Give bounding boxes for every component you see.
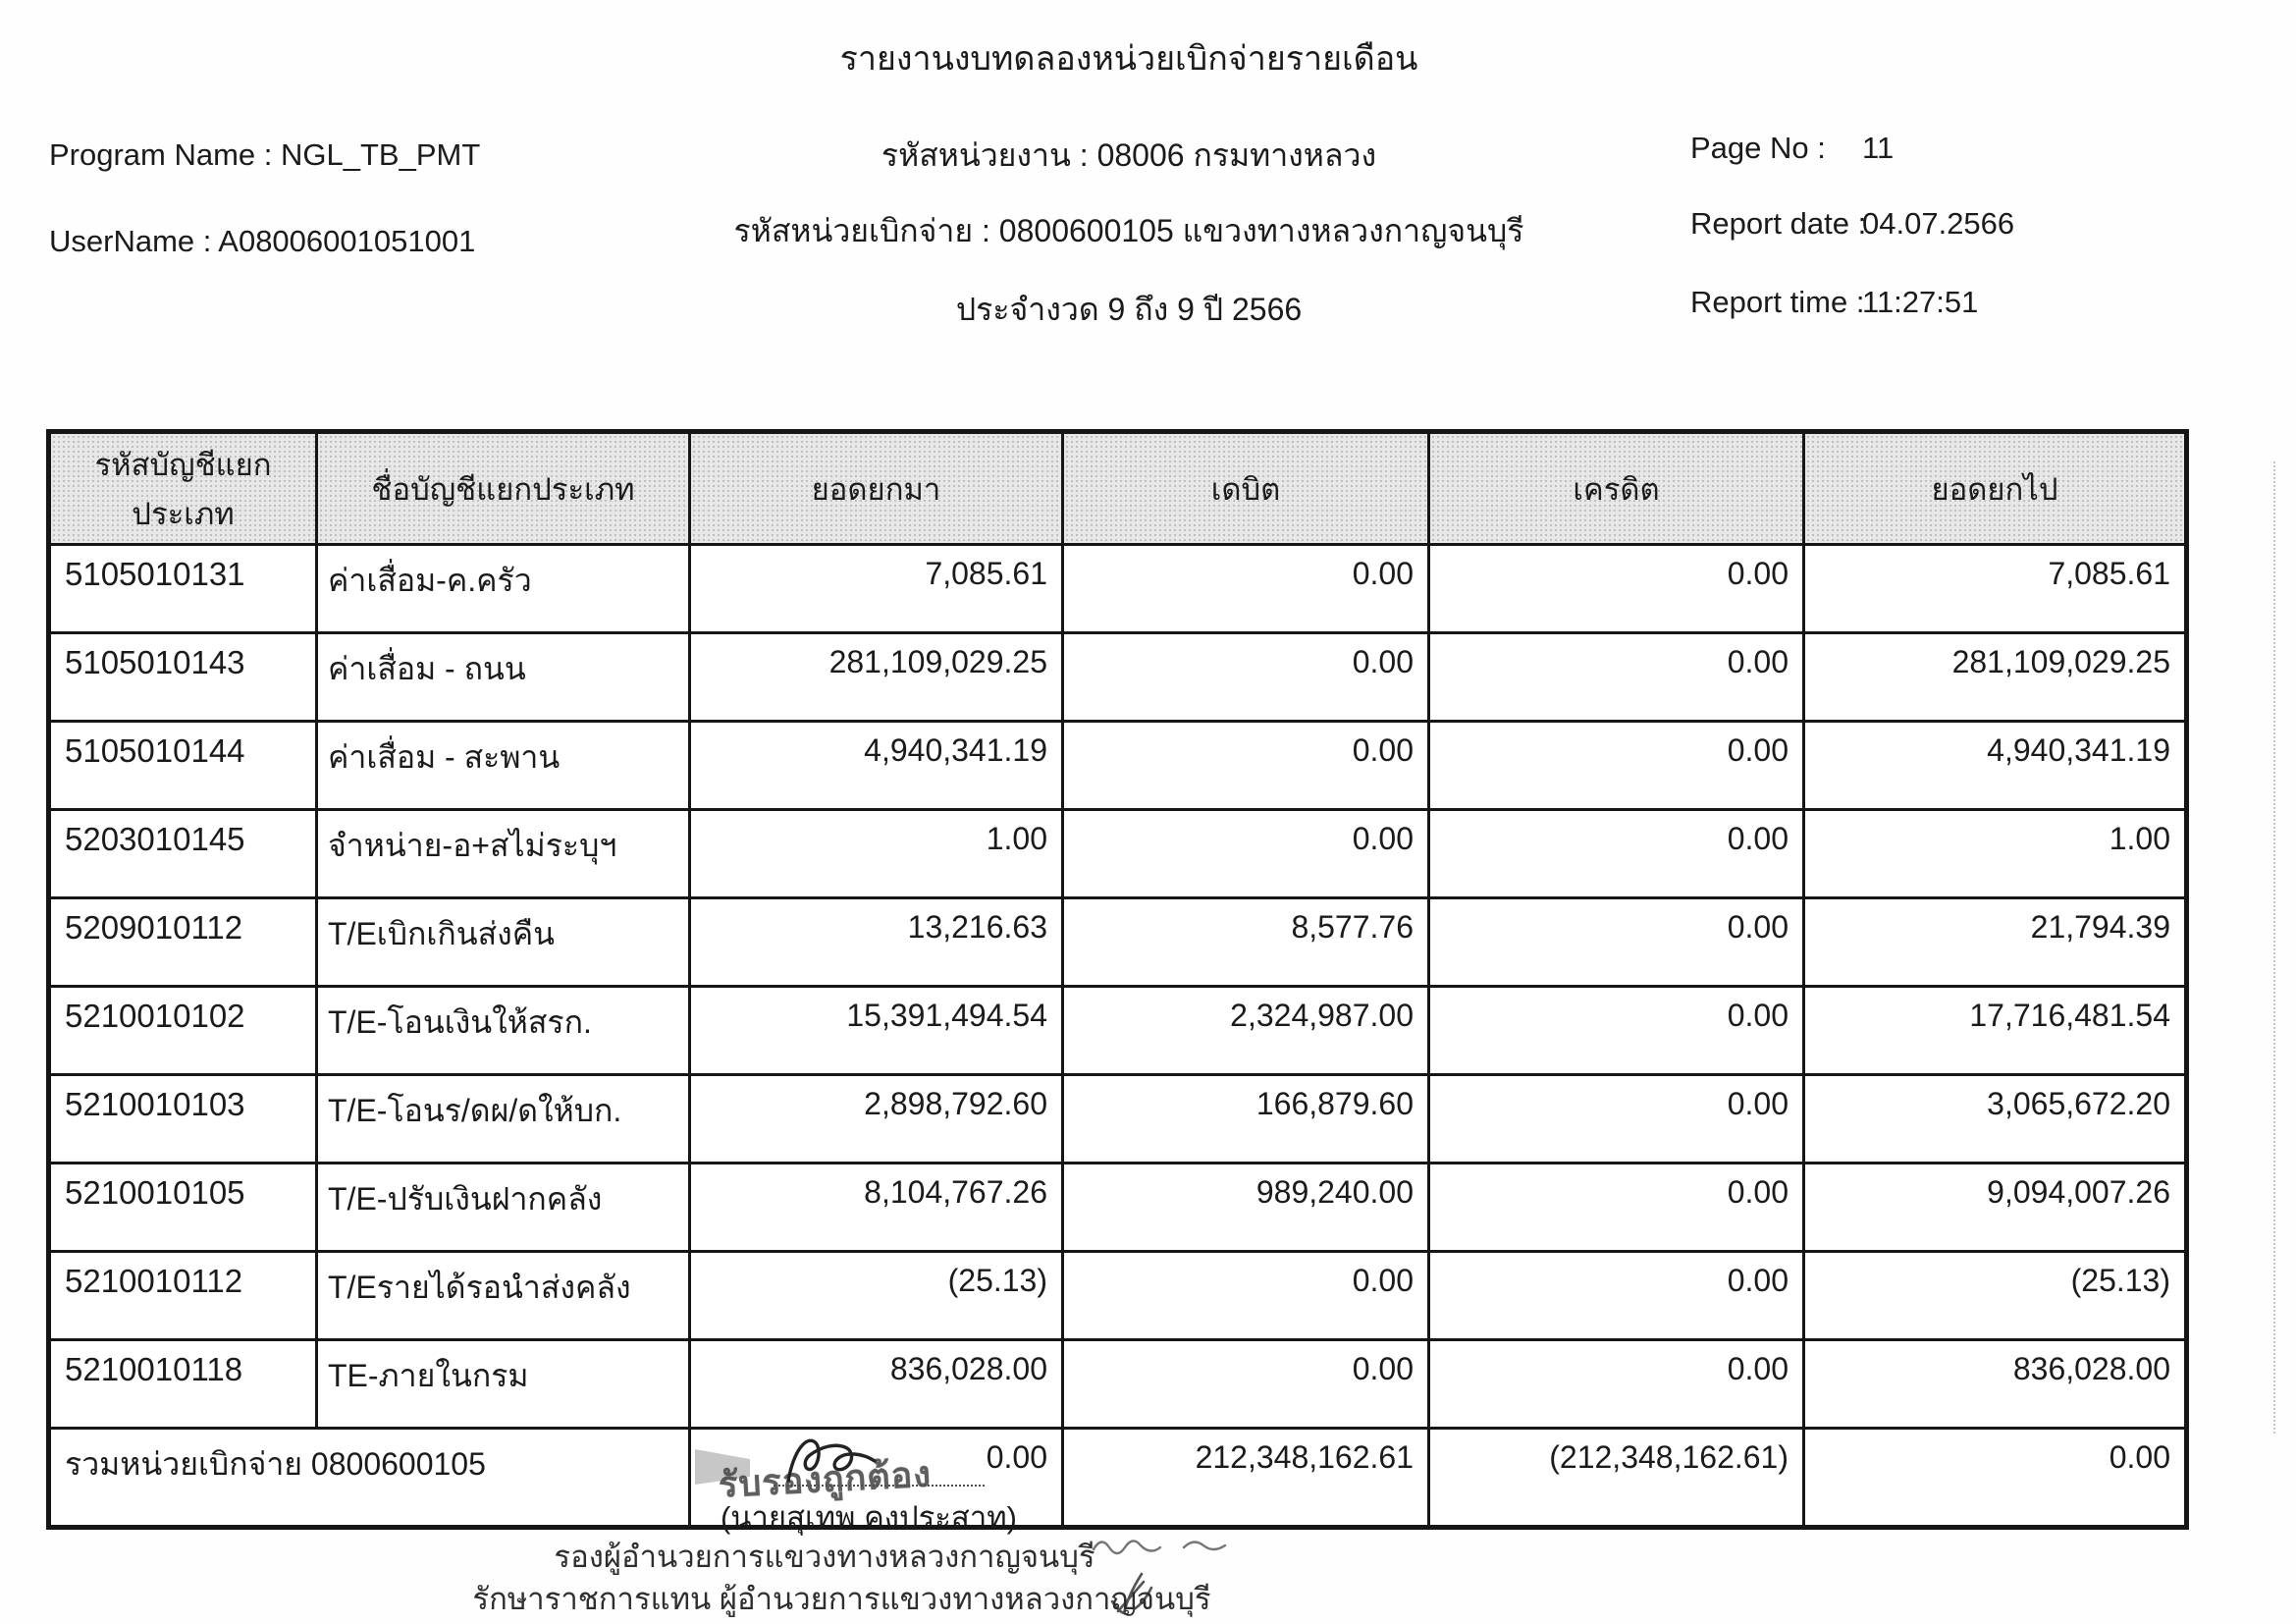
debit-cell: 8,577.76 bbox=[1063, 898, 1429, 987]
account-name-cell: จำหน่าย-อ+สไม่ระบุฯ bbox=[317, 810, 690, 898]
report-time-label: Report time : bbox=[1690, 285, 1865, 319]
begin-balance-cell: 281,109,029.25 bbox=[690, 633, 1063, 722]
table-row bbox=[49, 898, 2187, 987]
handwritten-note bbox=[1090, 1528, 1237, 1561]
report-time-value: 11:27:51 bbox=[1862, 285, 1979, 319]
end-balance-cell: 1.00 bbox=[1804, 810, 2187, 898]
begin-balance-cell: 1.00 bbox=[690, 810, 1063, 898]
credit-cell: 0.00 bbox=[1429, 1340, 1804, 1429]
header-credit: เครดิต bbox=[1429, 432, 1804, 545]
total-label-cell: รวมหน่วยเบิกจ่าย 0800600105 bbox=[49, 1429, 690, 1528]
table-row bbox=[49, 1164, 2187, 1252]
begin-balance-cell: (25.13) bbox=[690, 1252, 1063, 1340]
signer-title-line1: รองผู้อำนวยการแขวงทางหลวงกาญจนบุรี bbox=[554, 1540, 1095, 1574]
table-header-row bbox=[49, 432, 2187, 545]
debit-cell: 0.00 bbox=[1063, 633, 1429, 722]
account-name-cell: T/E-ปรับเงินฝากคลัง bbox=[317, 1164, 690, 1252]
table-row bbox=[49, 1340, 2187, 1429]
account-name-cell: T/E-โอนเงินให้สรก. bbox=[317, 987, 690, 1075]
begin-balance-cell: 4,940,341.19 bbox=[690, 722, 1063, 810]
debit-cell: 0.00 bbox=[1063, 1340, 1429, 1429]
credit-cell: 0.00 bbox=[1429, 633, 1804, 722]
report-date-value: 04.07.2566 bbox=[1862, 206, 2015, 241]
debit-cell: 989,240.00 bbox=[1063, 1164, 1429, 1252]
total-credit-cell: (212,348,162.61) bbox=[1429, 1429, 1804, 1528]
end-balance-cell: 281,109,029.25 bbox=[1804, 633, 2187, 722]
scan-artifact-line bbox=[2273, 461, 2275, 1434]
header-account-code: รหัสบัญชีแยกประเภท bbox=[49, 432, 317, 545]
account-code-cell: 5105010144 bbox=[49, 722, 317, 810]
credit-cell: 0.00 bbox=[1429, 545, 1804, 633]
debit-cell: 0.00 bbox=[1063, 722, 1429, 810]
debit-cell: 0.00 bbox=[1063, 545, 1429, 633]
handwritten-initial bbox=[1104, 1566, 1163, 1623]
account-name-cell: ค่าเสื่อม - ถนน bbox=[317, 633, 690, 722]
debit-cell: 166,879.60 bbox=[1063, 1075, 1429, 1164]
page-no-label: Page No : bbox=[1690, 131, 1826, 165]
table-row bbox=[49, 987, 2187, 1075]
end-balance-cell: (25.13) bbox=[1804, 1252, 2187, 1340]
page-title: รายงานงบทดลองหน่วยเบิกจ่ายรายเดือน bbox=[839, 40, 1418, 78]
signature-line bbox=[774, 1485, 985, 1487]
signature-handwriting bbox=[780, 1432, 888, 1490]
end-balance-cell: 3,065,672.20 bbox=[1804, 1075, 2187, 1164]
table-row bbox=[49, 1252, 2187, 1340]
total-debit-cell: 212,348,162.61 bbox=[1063, 1429, 1429, 1528]
header-end-balance: ยอดยกไป bbox=[1804, 432, 2187, 545]
header-debit: เดบิต bbox=[1063, 432, 1429, 545]
debit-cell: 0.00 bbox=[1063, 1252, 1429, 1340]
account-code-cell: 5105010143 bbox=[49, 633, 317, 722]
debit-cell: 2,324,987.00 bbox=[1063, 987, 1429, 1075]
table-row bbox=[49, 633, 2187, 722]
account-code-cell: 5210010112 bbox=[49, 1252, 317, 1340]
credit-cell: 0.00 bbox=[1429, 722, 1804, 810]
header-account-name: ชื่อบัญชีแยกประเภท bbox=[317, 432, 690, 545]
report-date-label: Report date : bbox=[1690, 206, 1867, 241]
account-code-cell: 5210010118 bbox=[49, 1340, 317, 1429]
period-line: ประจำงวด 9 ถึง 9 ปี 2566 bbox=[955, 292, 1303, 327]
signer-name: (นายสุเทพ คงประสาท) bbox=[720, 1500, 1018, 1535]
account-name-cell: T/E-โอนร/ดผ/ดให้บก. bbox=[317, 1075, 690, 1164]
table-row bbox=[49, 722, 2187, 810]
disbursement-code-line: รหัสหน่วยเบิกจ่าย : 0800600105 แขวงทางหลวงกาญจนบุรี bbox=[733, 213, 1524, 248]
table-row bbox=[49, 545, 2187, 633]
table-row bbox=[49, 810, 2187, 898]
account-name-cell: TE-ภายในกรม bbox=[317, 1340, 690, 1429]
account-code-cell: 5210010102 bbox=[49, 987, 317, 1075]
table-row bbox=[49, 1075, 2187, 1164]
end-balance-cell: 4,940,341.19 bbox=[1804, 722, 2187, 810]
begin-balance-cell: 836,028.00 bbox=[690, 1340, 1063, 1429]
begin-balance-cell: 2,898,792.60 bbox=[690, 1075, 1063, 1164]
account-name-cell: T/Eเบิกเกินส่งคืน bbox=[317, 898, 690, 987]
credit-cell: 0.00 bbox=[1429, 1075, 1804, 1164]
account-name-cell: ค่าเสื่อม-ค.ครัว bbox=[317, 545, 690, 633]
header-begin-balance: ยอดยกมา bbox=[690, 432, 1063, 545]
program-name: Program Name : NGL_TB_PMT bbox=[49, 137, 481, 172]
page-no-value: 11 bbox=[1862, 131, 1895, 165]
credit-cell: 0.00 bbox=[1429, 1252, 1804, 1340]
account-code-cell: 5210010105 bbox=[49, 1164, 317, 1252]
certified-stamp: รับรองถูกต้อง bbox=[718, 1453, 933, 1505]
account-code-cell: 5105010131 bbox=[49, 545, 317, 633]
credit-cell: 0.00 bbox=[1429, 810, 1804, 898]
end-balance-cell: 836,028.00 bbox=[1804, 1340, 2187, 1429]
signer-title-line2: รักษาราชการแทน ผู้อำนวยการแขวงทางหลวงกาญจนบุรี bbox=[472, 1582, 1211, 1616]
account-code-cell: 5210010103 bbox=[49, 1075, 317, 1164]
begin-balance-cell: 15,391,494.54 bbox=[690, 987, 1063, 1075]
end-balance-cell: 7,085.61 bbox=[1804, 545, 2187, 633]
account-name-cell: T/Eรายได้รอนำส่งคลัง bbox=[317, 1252, 690, 1340]
account-name-cell: ค่าเสื่อม - สะพาน bbox=[317, 722, 690, 810]
account-code-cell: 5203010145 bbox=[49, 810, 317, 898]
user-name: UserName : A08006001051001 bbox=[49, 224, 476, 258]
total-begin-balance-value: 0.00 bbox=[986, 1439, 1047, 1475]
trial-balance-table bbox=[46, 429, 2189, 1530]
credit-cell: 0.00 bbox=[1429, 987, 1804, 1075]
begin-balance-cell: 13,216.63 bbox=[690, 898, 1063, 987]
total-end-balance-cell: 0.00 bbox=[1804, 1429, 2187, 1528]
begin-balance-cell: 8,104,767.26 bbox=[690, 1164, 1063, 1252]
end-balance-cell: 17,716,481.54 bbox=[1804, 987, 2187, 1075]
begin-balance-cell: 7,085.61 bbox=[690, 545, 1063, 633]
end-balance-cell: 21,794.39 bbox=[1804, 898, 2187, 987]
credit-cell: 0.00 bbox=[1429, 1164, 1804, 1252]
account-code-cell: 5209010112 bbox=[49, 898, 317, 987]
debit-cell: 0.00 bbox=[1063, 810, 1429, 898]
end-balance-cell: 9,094,007.26 bbox=[1804, 1164, 2187, 1252]
agency-code-line: รหัสหน่วยงาน : 08006 กรมทางหลวง bbox=[881, 137, 1377, 173]
credit-cell: 0.00 bbox=[1429, 898, 1804, 987]
